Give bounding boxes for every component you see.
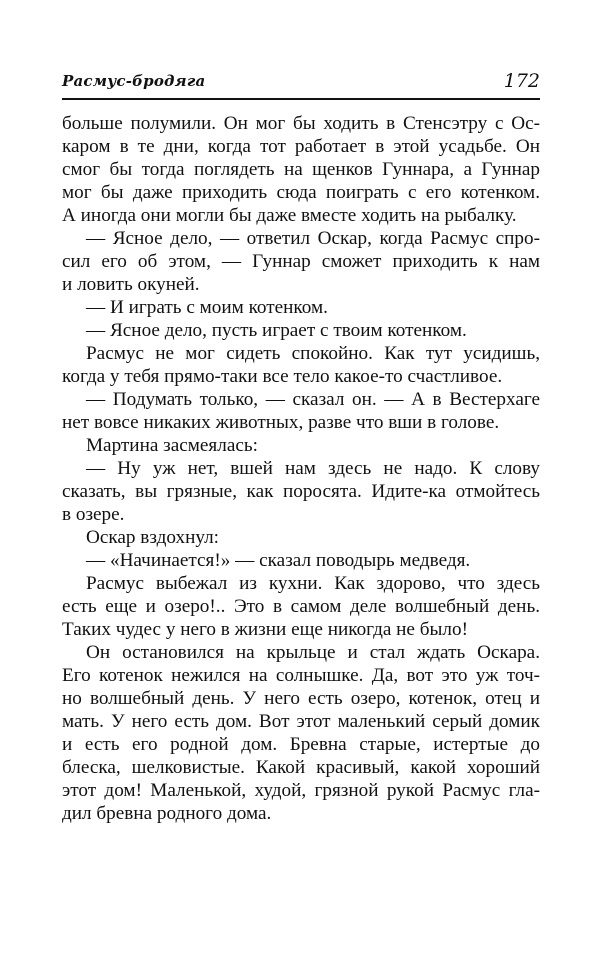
body-text bbox=[62, 112, 540, 825]
text-line: когда у тебя прямо-таки все тело какое-то счастливое. bbox=[62, 366, 503, 387]
text-line: Оскар вздохнул: bbox=[86, 527, 219, 548]
header-rule bbox=[62, 98, 540, 100]
text-line: — Ясное дело, — ответил Оскар, когда Расмус спро- bbox=[86, 228, 540, 249]
text-line: и ловить окуней. bbox=[62, 274, 200, 295]
page-header bbox=[62, 70, 540, 96]
text-line: сил его об этом, — Гуннар сможет приходить к нам bbox=[62, 251, 540, 272]
text-line: — Подумать только, — сказал он. — А в Вестерхаге bbox=[86, 389, 540, 410]
text-line: Расмус выбежал из кухни. Как здорово, что здесь bbox=[86, 573, 540, 594]
text-line: этот дом! Маленькой, худой, грязной рукой Расмус гла- bbox=[62, 780, 540, 801]
text-line: Таких чудес у него в жизни еще никогда не было! bbox=[62, 619, 468, 640]
text-line: сказать, вы грязные, как поросята. Идите-ка отмойтесь bbox=[62, 481, 540, 502]
text-line: Расмус не мог сидеть спокойно. Как тут усидишь, bbox=[86, 343, 540, 364]
text-line: дил бревна родного дома. bbox=[62, 803, 272, 824]
text-line: мог бы даже приходить сюда поиграть с его котенком. bbox=[62, 182, 540, 203]
running-title: Расмус-бродяга bbox=[62, 72, 206, 90]
text-line: блеска, шелковистые. Какой красивый, какой хороший bbox=[62, 757, 540, 778]
text-line: Он остановился на крыльце и стал ждать Оскара. bbox=[86, 642, 540, 663]
text-line: — Ясное дело, пусть играет с твоим котенком. bbox=[86, 320, 467, 341]
text-line: — И играть с моим котенком. bbox=[86, 297, 328, 318]
text-line: мать. У него есть дом. Вот этот маленький серый домик bbox=[62, 711, 540, 732]
text-line: А иногда они могли бы даже вместе ходить на рыбалку. bbox=[62, 205, 517, 226]
text-line: и есть его родной дом. Бревна старые, истертые до bbox=[62, 734, 540, 755]
text-line: в озере. bbox=[62, 504, 125, 525]
text-line: но волшебный день. У него есть озеро, котенок, отец и bbox=[62, 688, 540, 709]
text-line: есть еще и озеро!.. Это в самом деле волшебный день. bbox=[62, 596, 540, 617]
text-line: Его котенок нежился на солнышке. Да, вот это уж точ- bbox=[62, 665, 540, 686]
text-line: больше полумили. Он мог бы ходить в Стенсэтру с Ос- bbox=[62, 113, 540, 134]
text-line: смог бы тогда поглядеть на щенков Гуннара, а Гуннар bbox=[62, 159, 540, 180]
text-line: — «Начинается!» — сказал поводырь медведя. bbox=[86, 550, 471, 571]
page-number: 172 bbox=[503, 70, 540, 92]
text-line: нет вовсе никаких животных, разве что вши в голове. bbox=[62, 412, 500, 433]
text-line: Мартина засмеялась: bbox=[86, 435, 258, 456]
text-line: каром в те дни, когда тот работает в этой усадьбе. Он bbox=[62, 136, 540, 157]
text-line: — Ну уж нет, вшей нам здесь не надо. К слову bbox=[86, 458, 540, 479]
